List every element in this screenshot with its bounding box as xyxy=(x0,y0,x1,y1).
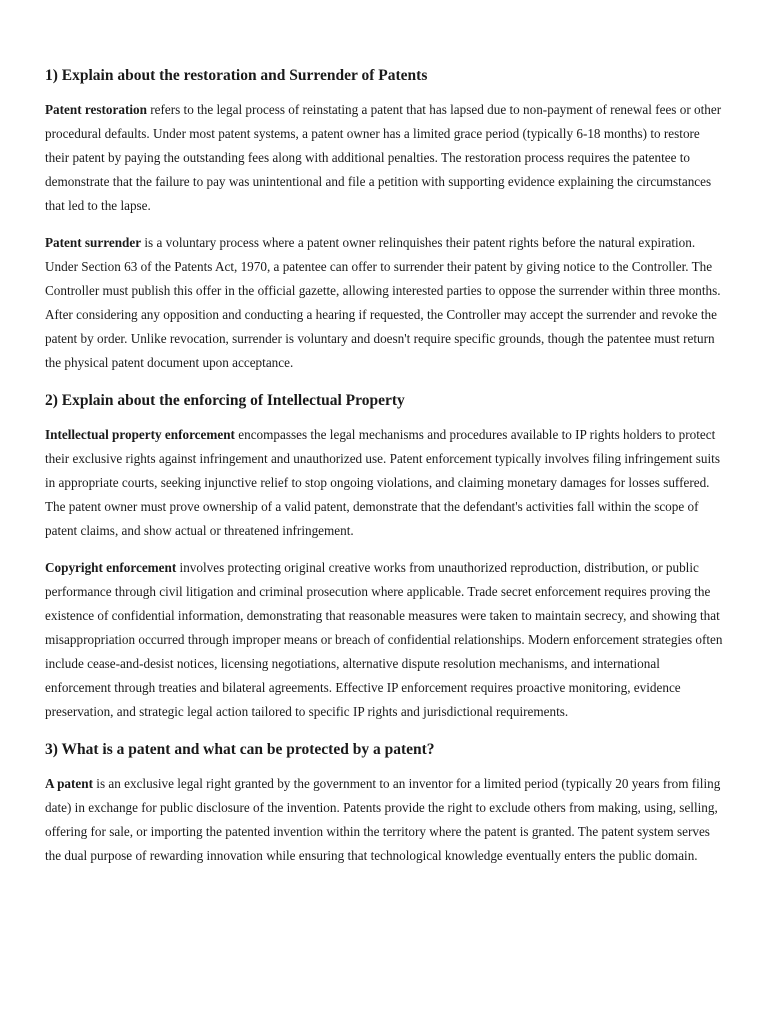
paragraph-lead-term: Copyright enforcement xyxy=(45,560,177,575)
paragraph-body: encompasses the legal mechanisms and procedures available to IP rights holders to protect their exclusive rights against infringement and unauthorized use. Patent enforcement typically involves filing infringement suits in appropriate courts, seeking injunctive relief to stop ongoing violations, and claiming monetary damages for losses suffered. The patent owner must prove ownership of a valid patent, demonstrate that the defendant's activities fall within the scope of patent claims, and show actual or threatened infringement. xyxy=(45,427,720,538)
paragraph-body: refers to the legal process of reinstating a patent that has lapsed due to non-payment of renewal fees or other procedural defaults. Under most patent systems, a patent owner has a limited grace period (typically 6-18 months) to restore their patent by paying the outstanding fees along with additional penalties. The restoration process requires the patentee to demonstrate that the failure to pay was unintentional and file a petition with supporting evidence explaining the circumstances that led to the lapse. xyxy=(45,102,722,213)
section-what-is-patent xyxy=(45,738,725,868)
paragraph-lead-term: A patent xyxy=(45,776,93,791)
paragraph xyxy=(45,423,725,543)
section-ip-enforcement xyxy=(45,389,725,724)
paragraph-body: involves protecting original creative works from unauthorized reproduction, distribution, or public performance through civil litigation and criminal prosecution where applicable. Trade secret enforcement requires proving the existence of confidential information, demonstrating that reasonable measures were taken to maintain secrecy, and showing that misappropriation occurred through improper means or breach of confidential relationships. Modern enforcement strategies often include cease-and-desist notices, licensing negotiations, alternative dispute resolution mechanisms, and international enforcement through treaties and bilateral agreements. Effective IP enforcement requires proactive monitoring, evidence preservation, and strategic legal action tailored to specific IP rights and jurisdictional requirements. xyxy=(45,560,723,719)
section-restoration-surrender xyxy=(45,64,725,375)
paragraph xyxy=(45,772,725,868)
paragraph-lead-term: Patent restoration xyxy=(45,102,147,117)
paragraph xyxy=(45,98,725,218)
section-heading: 3) What is a patent and what can be protected by a patent? xyxy=(45,741,435,758)
paragraph-body: is an exclusive legal right granted by the government to an inventor for a limited period (typically 20 years from filing date) in exchange for public disclosure of the invention. Patents provide the right to exclude others from making, using, selling, offering for sale, or importing the patented invention within the territory where the patent is granted. The patent system serves the dual purpose of rewarding innovation while ensuring that technological knowledge eventually enters the public domain. xyxy=(45,776,721,863)
section-heading: 1) Explain about the restoration and Surrender of Patents xyxy=(45,67,428,84)
paragraph xyxy=(45,556,725,724)
paragraph-lead-term: Patent surrender xyxy=(45,235,142,250)
document-page xyxy=(45,64,725,882)
paragraph xyxy=(45,231,725,375)
section-heading: 2) Explain about the enforcing of Intellectual Property xyxy=(45,392,405,409)
paragraph-body: is a voluntary process where a patent owner relinquishes their patent rights before the natural expiration. Under Section 63 of the Patents Act, 1970, a patentee can offer to surrender their patent by giving notice to the Controller. The Controller must publish this offer in the official gazette, allowing interested parties to oppose the surrender within three months. After considering any opposition and conducting a hearing if requested, the Controller may accept the surrender and revoke the patent by order. Unlike revocation, surrender is voluntary and doesn't require specific grounds, though the patentee must return the physical patent document upon acceptance. xyxy=(45,235,721,370)
paragraph-lead-term: Intellectual property enforcement xyxy=(45,427,235,442)
